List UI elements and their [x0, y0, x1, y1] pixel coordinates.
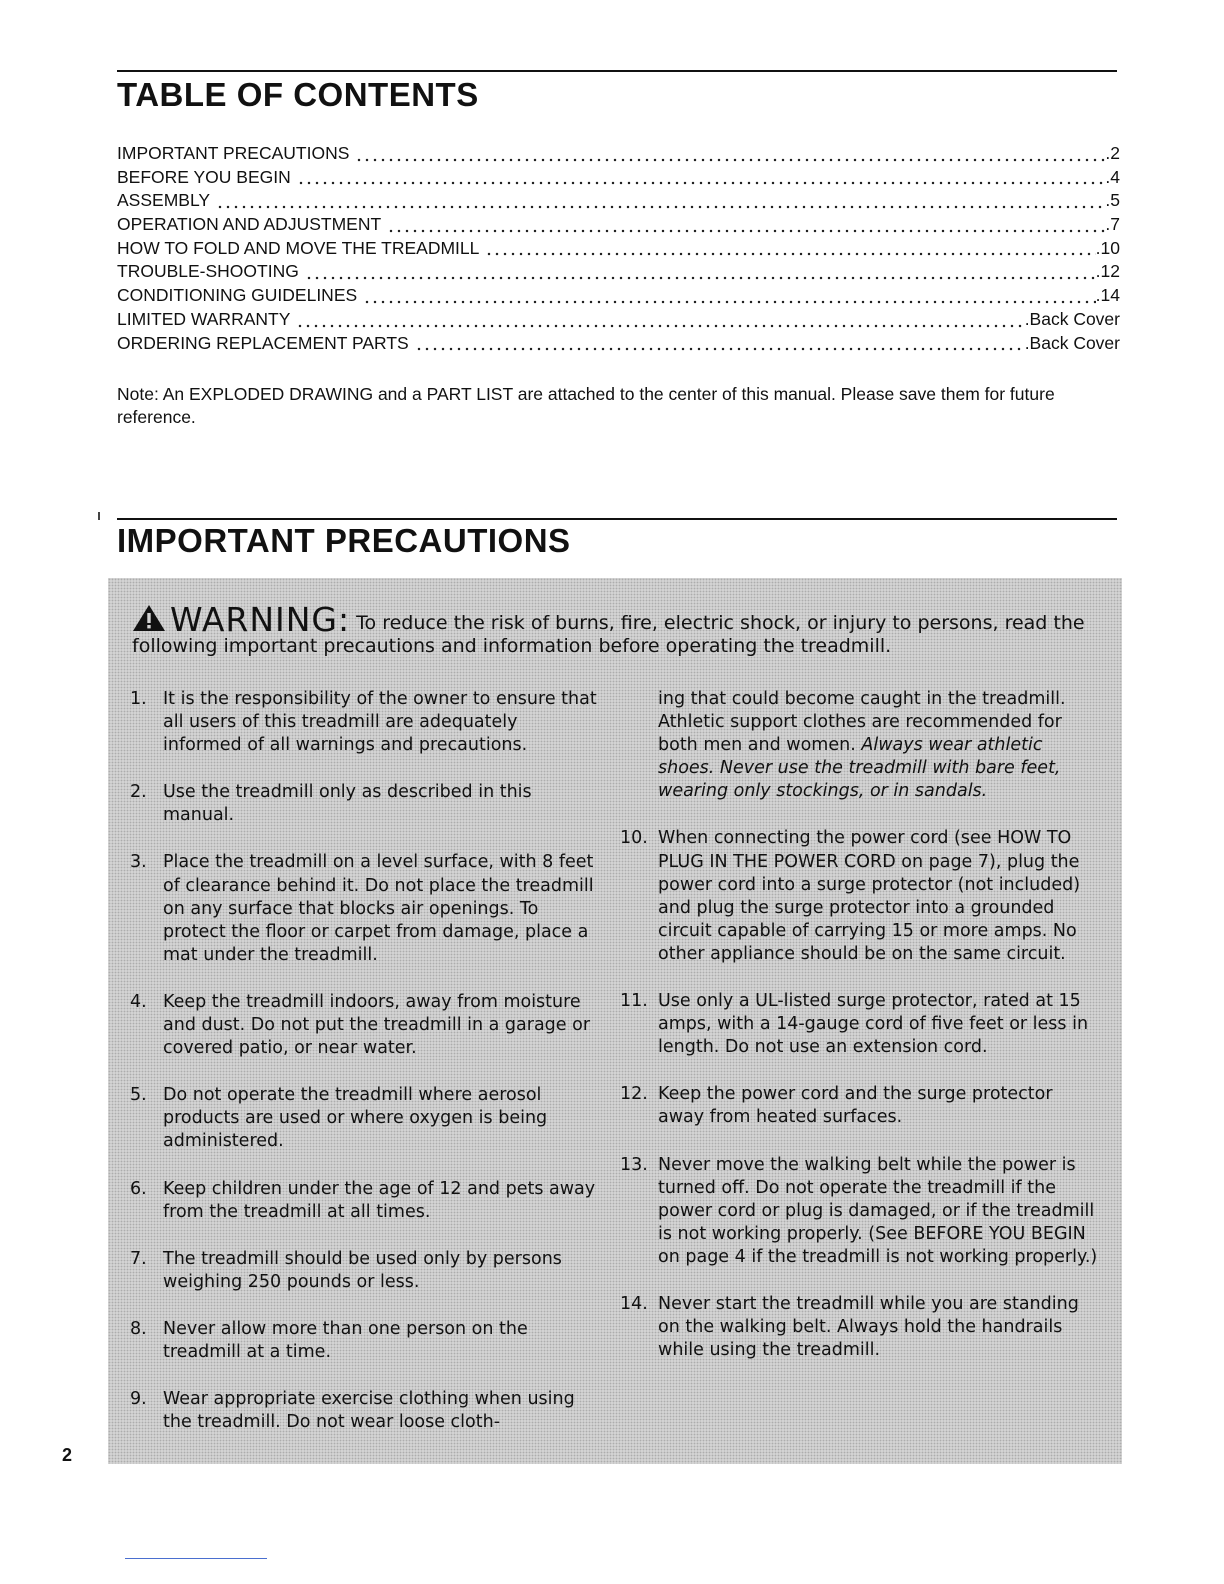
toc-entry-page: .7	[1105, 214, 1120, 235]
warning-box	[108, 578, 1122, 1464]
scan-speck	[98, 512, 100, 520]
toc-heading: TABLE OF CONTENTS	[117, 76, 479, 113]
toc-entry[interactable]	[117, 285, 1120, 309]
precaution-text: Do not operate the treadmill where aerosol products are used or where oxygen is being administered.	[163, 1085, 548, 1152]
toc-entry-page: .5	[1105, 190, 1120, 211]
precaution-text: Place the treadmill on a level surface, with 8 feet of clearance behind it. Do not place the treadmill on any surface that blocks air openings. To protect the floor or carpet from damage, place a mat under the treadmill.	[163, 852, 594, 965]
toc-entry-page: .Back Cover	[1024, 332, 1120, 353]
toc-entry-page: .Back Cover	[1024, 308, 1120, 329]
toc-entry[interactable]	[117, 190, 1120, 214]
toc-entry-title: TROUBLE-SHOOTING	[117, 261, 299, 282]
precautions-heading: IMPORTANT PRECAUTIONS	[117, 522, 571, 559]
precaution-item	[130, 991, 600, 1060]
precaution-number: 9.	[130, 1389, 147, 1410]
precautions-left-column	[130, 688, 600, 1458]
toc-leader-dots	[415, 337, 1025, 351]
precaution-item	[620, 827, 1100, 966]
toc-entry[interactable]	[117, 143, 1120, 167]
precaution-number: 3.	[130, 852, 147, 873]
precaution-number: 12.	[620, 1084, 648, 1105]
precaution-number: 5.	[130, 1085, 147, 1106]
precaution-number: 8.	[130, 1318, 147, 1339]
precaution-number: 4.	[130, 991, 147, 1012]
precautions-top-rule	[117, 518, 1117, 520]
page-number: 2	[62, 1445, 73, 1465]
precaution-number: 1.	[130, 689, 147, 709]
toc-entry-page: .12	[1095, 261, 1120, 282]
precaution-number: 7.	[130, 1248, 147, 1269]
toc-entry-title: OPERATION AND ADJUSTMENT	[117, 214, 382, 235]
toc-entry-page: .2	[1105, 143, 1120, 163]
toc-entry-page: .10	[1095, 237, 1120, 258]
toc-list	[117, 143, 1120, 356]
precaution-number: 13.	[620, 1154, 648, 1175]
precaution-text: Keep children under the age of 12 and pets away from the treadmill at all times.	[163, 1178, 596, 1222]
toc-leader-dots	[387, 219, 1105, 233]
precaution-item	[130, 1248, 600, 1294]
bottom-scan-line	[125, 1558, 267, 1559]
precaution-text: Keep the power cord and the surge protector away from heated surfaces.	[658, 1084, 1053, 1128]
toc-entry[interactable]	[117, 238, 1120, 262]
precaution-text: Use only a UL-listed surge protector, rated at 15 amps, with a 14-gauge cord of five feet or less in length. Do not use an extension cord.	[658, 991, 1089, 1058]
precaution-item	[620, 1154, 1100, 1269]
warning-intro	[132, 600, 1107, 658]
toc-entry[interactable]	[117, 214, 1120, 238]
toc-entry-title: ORDERING REPLACEMENT PARTS	[117, 332, 409, 353]
precaution-number: 6.	[130, 1178, 147, 1199]
toc-leader-dots	[305, 266, 1096, 280]
precaution-item	[130, 688, 600, 757]
precaution-text: Never allow more than one person on the treadmill at a time.	[163, 1318, 528, 1362]
precaution-item	[620, 1293, 1100, 1362]
toc-leader-dots	[355, 148, 1105, 162]
precaution-text: Never start the treadmill while you are standing on the walking belt. Always hold the handrails while using the treadmill.	[658, 1293, 1079, 1361]
precaution-item	[620, 1083, 1100, 1129]
precaution-item	[130, 851, 600, 966]
toc-leader-dots	[216, 195, 1105, 209]
precautions-right-column	[620, 688, 1100, 1386]
precaution-number: 2.	[130, 782, 147, 803]
toc-entry[interactable]	[117, 333, 1120, 357]
precaution-text: Wear appropriate exercise clothing when using the treadmill. Do not wear loose cloth-	[163, 1389, 575, 1433]
precaution-text: Use the treadmill only as described in this manual.	[163, 782, 532, 826]
toc-entry-title: IMPORTANT PRECAUTIONS	[117, 143, 350, 163]
toc-leader-dots	[485, 242, 1095, 256]
toc-entry[interactable]	[117, 309, 1120, 333]
precaution-text: It is the responsibility of the owner to ensure that all users of this treadmill are adequately informed of all warnings and precautions.	[163, 689, 597, 756]
toc-top-rule	[117, 70, 1117, 72]
precaution-text: The treadmill should be used only by persons weighing 250 pounds or less.	[163, 1248, 562, 1292]
precaution-item	[130, 1318, 600, 1364]
precaution-item	[130, 1178, 600, 1224]
precaution-number: 14.	[620, 1293, 648, 1314]
precaution-text: ing that could become caught in the treadmill. Athletic support clothes are recommended for both men and women.	[658, 689, 1066, 756]
toc-entry-page: .4	[1105, 166, 1120, 187]
precaution-item	[130, 1388, 600, 1434]
precaution-emphasis: Always wear athletic shoes. Never use the treadmill with bare feet, wearing only stockings, or in sandals.	[658, 735, 1061, 802]
toc-leader-dots	[296, 314, 1024, 328]
toc-entry-title: CONDITIONING GUIDELINES	[117, 285, 358, 306]
toc-note: Note: An EXPLODED DRAWING and a PART LIST are attached to the center of this manual. Please save them for future reference.	[117, 384, 1055, 427]
toc-entry[interactable]	[117, 167, 1120, 191]
warning-word: WARNING:	[170, 600, 351, 639]
precaution-number: 10.	[620, 828, 648, 849]
precaution-text: Never move the walking belt while the power is turned off. Do not operate the treadmill if the power cord or plug is damaged, or if the treadmill is not working properly. (See BEFORE YOU BEGIN on page 4 if the treadmill is not working properly.)	[658, 1154, 1098, 1267]
toc-entry-page: .14	[1095, 285, 1120, 306]
precaution-text: When connecting the power cord (see HOW TO PLUG IN THE POWER CORD on page 7), plug the power cord into a surge protector (not included) and plug the surge protector into a grounded circuit capable of carrying 15 or more amps. No other appliance should be on the same circuit.	[658, 828, 1081, 964]
toc-entry-title: HOW TO FOLD AND MOVE THE TREADMILL	[117, 237, 480, 258]
precaution-item	[130, 781, 600, 827]
precaution-item	[130, 1084, 600, 1153]
toc-entry[interactable]	[117, 261, 1120, 285]
precaution-continuation	[620, 688, 1100, 803]
toc-entry-title: BEFORE YOU BEGIN	[117, 166, 291, 187]
toc-entry-title: LIMITED WARRANTY	[117, 308, 291, 329]
toc-leader-dots	[363, 290, 1096, 304]
precaution-number: 11.	[620, 991, 648, 1012]
warning-triangle-icon	[132, 604, 166, 632]
warning-text: To reduce the risk of burns, fire, electric shock, or injury to persons, read the following important precautions and information before operating the treadmill.	[132, 612, 1085, 657]
precaution-item	[620, 990, 1100, 1059]
toc-entry-title: ASSEMBLY	[117, 190, 211, 211]
precaution-text: Keep the treadmill indoors, away from moisture and dust. Do not put the treadmill in a garage or covered patio, or near water.	[163, 991, 591, 1059]
toc-leader-dots	[297, 171, 1106, 185]
